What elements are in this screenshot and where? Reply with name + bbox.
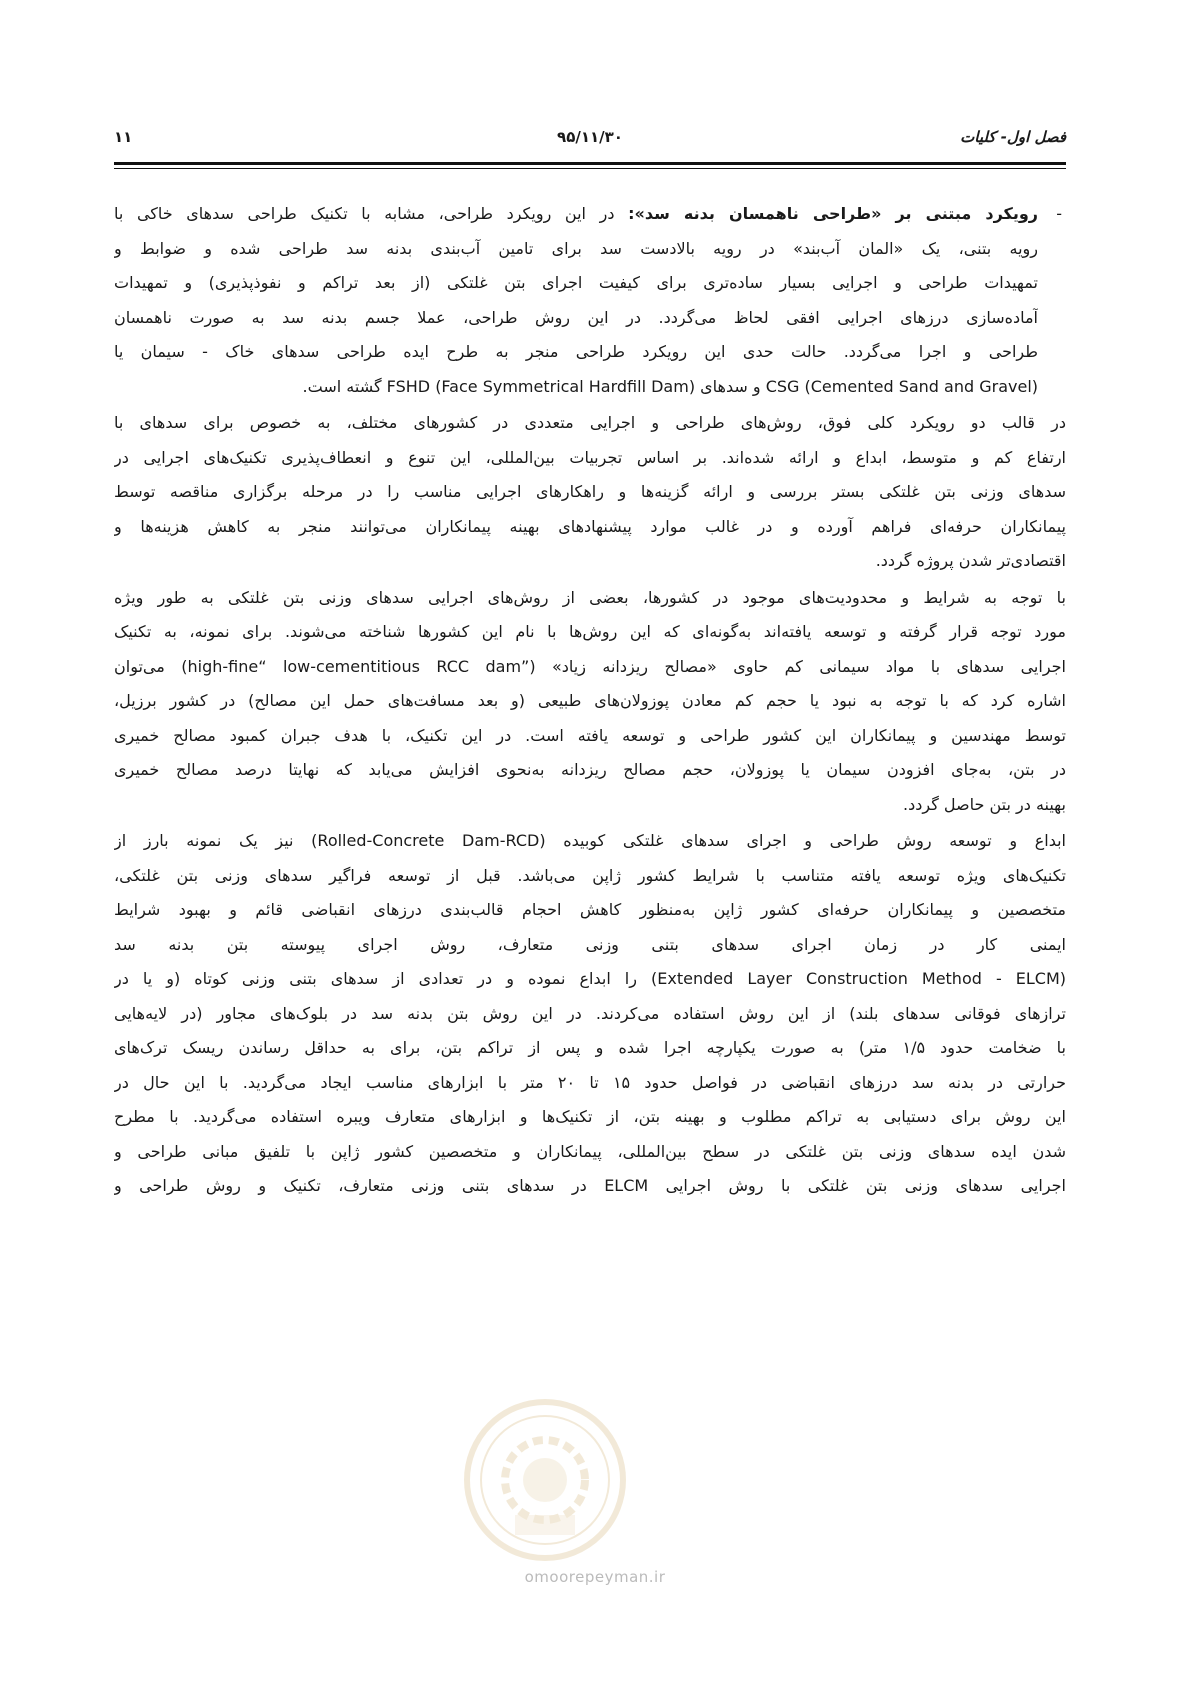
text-line: بهینه در بتن حاصل گردد. [903,794,1066,814]
text-line: CSG (Cemented Sand and Gravel) و سدهای FSHD (Face Symmetrical Hardfill Dam) گشته است. [302,376,1038,396]
chapter-title: فصل اول- کلیات [960,128,1066,146]
text-line: آماده‌سازی درزهای اجرایی افقی لحاظ می‌گردد. در این روش طراحی، عملا جسم بدنه سد به صورت ناهمسان [114,307,1038,327]
page-number: ۱۱ [114,128,133,146]
text-line: مورد توجه قرار گرفته و توسعه یافته‌اند به‌گونه‌ای که این روش‌ها با نام این کشورها شناخته می‌شوند. برای نمونه، به تکنیک [114,622,1066,641]
text-line: تکنیک‌های ویژه توسعه یافته متناسب با شرایط کشور ژاپن می‌باشد. قبل از توسعه فراگیر سدهای وزنی بتن غلتکی، [114,865,1066,885]
text-line [114,197,1038,232]
watermark-seal-icon [460,1395,630,1565]
body-text [114,197,1066,1204]
text-line: تمهیدات طراحی و اجرایی بسیار ساده‌تری برای کیفیت اجرای بتن غلتکی (از بعد تراکم و نفوذپذیری) و تمهیدات [114,273,1038,292]
text-fragment: در این رویکرد طراحی، مشابه با تکنیک طراحی سدهای خاکی با [114,204,629,223]
header-rule-thick [114,162,1066,165]
text-line: متخصصین و پیمانکاران حرفه‌ای کشور ژاپن به‌منظور کاهش احجام قالب‌بندی درزهای انقباضی قائم و بهبود شرایط [114,900,1066,919]
bullet-lead: رویکرد مبتنی بر «طراحی ناهمسان بدنه سد»: [628,204,1038,223]
paragraph-3 [114,824,1066,1204]
header-rule-thin [114,168,1066,169]
paragraph-1 [114,406,1066,579]
header-date: ۹۵/۱۱/۳۰ [557,128,623,146]
text-line: با توجه به شرایط و محدودیت‌های موجود در کشورها، بعضی از روش‌های اجرایی سدهای وزنی بتن غلتکی به طور ویژه [114,587,1066,607]
text-line: اشاره کرد که با توجه به نبود یا حجم کم معادن پوزولان‌های طبیعی (و بعد مسافت‌های حمل این مصالح) در کشور برزیل، [114,691,1066,710]
text-line: رویه بتنی، یک «المان آب‌بند» در رویه بالادست سد برای تامین آب‌بندی بدنه سد طراحی شده و ضوابط و [114,238,1038,258]
text-line: اقتصادی‌تر شدن پروژه گردد. [875,551,1066,570]
text-line: با ضخامت حدود ۱/۵ متر) به صورت یکپارچه اجرا شده و پس از تراکم بتن، برای به حداقل رساندن ریسک ترک‌های [114,1038,1066,1057]
watermark-site: omoorepeyman.ir [524,1568,666,1586]
text-line: ارتفاع کم و متوسط، ابداع و ارائه شده‌اند. بر اساس تجربیات بین‌المللی، این تنوع و انعطاف‌پذیری تکنیک‌های اجرایی در [114,447,1066,467]
paragraph-2 [114,581,1066,823]
page-header [114,128,1066,158]
text-line: سدهای وزنی بتن غلتکی بستر بررسی و ارائه گزینه‌ها و راهکارهای اجرایی مناسب را در مرحله برگزاری مناقصه توسط [114,482,1066,501]
text-line: طراحی و اجرا می‌گردد. حالت حدی این رویکرد طراحی منجر به طرح ایده طراحی سدهای خاک - سیمان یا [114,342,1038,361]
text-line: در قالب دو رویکرد کلی فوق، روش‌های طراحی و اجرایی متعددی در کشورهای مختلف، به خصوص برای سدهای با [114,413,1066,432]
text-line: شدن ایده سدهای وزنی بتن غلتکی در سطح بین‌المللی، پیمانکاران و متخصصین کشور ژاپن با تلفیق مبانی طراحی و [114,1141,1066,1161]
text-line: توسط مهندسین و پیمانکاران این کشور طراحی و توسعه یافته است. در این تکنیک، با هدف جبران کمبود مصالح خمیری [114,725,1066,745]
text-line: ابداع و توسعه روش طراحی و اجرای سدهای غلتکی کوبیده (Rolled-Concrete Dam-RCD) نیز یک نمونه بارز از [114,831,1066,850]
text-line: اجرایی سدهای وزنی بتن غلتکی با روش اجرایی ELCM در سدهای بتنی وزنی متعارف، تکنیک و روش طراحی و [114,1176,1066,1195]
bullet-item [114,197,1066,404]
text-line: ایمنی کار در زمان اجرای سدهای بتنی وزنی متعارف، روش اجرای پیوسته بتن بدنه سد [114,934,1066,954]
text-line: این روش برای دستیابی به تراکم مطلوب و بهینه بتن، از تکنیک‌ها و ابزارهای متعارف ویبره استفاده می‌گردید. با مطرح [114,1107,1066,1126]
text-line: (Extended Layer Construction Method - ELCM) را ابداع نموده و در تعدادی از سدهای بتنی وزنی کوتاه (و یا در [114,969,1066,988]
text-line: حرارتی در بدنه سد درزهای انقباضی در فواصل حدود ۱۵ تا ۲۰ متر با ابزارهای مناسب ایجاد می‌گردید. با این حال در [114,1072,1066,1092]
text-line: در بتن، به‌جای افزودن سیمان یا پوزولان، حجم مصالح ریزدانه به‌نحوی افزایش می‌یابد که نهایتا درصد مصالح خمیری [114,760,1066,779]
text-line: پیمانکاران حرفه‌ای فراهم آورده و در غالب موارد پیشنهادهای بهینه پیمانکاران می‌توانند منجر به کاهش هزینه‌ها و [114,516,1066,536]
text-line: اجرایی سدهای با مواد سیمانی کم حاوی «مصالح ریزدانه زیاد» (”high-fine“ low-cementitious RCC dam) می‌توان [114,656,1066,676]
bullet-dash: - [1056,204,1062,223]
text-line: ترازهای فوقانی سدهای بلند) از این روش استفاده می‌کردند. در این روش بتن بدنه سد در بلوک‌های مجاور (در لایه‌هایی [114,1003,1066,1023]
